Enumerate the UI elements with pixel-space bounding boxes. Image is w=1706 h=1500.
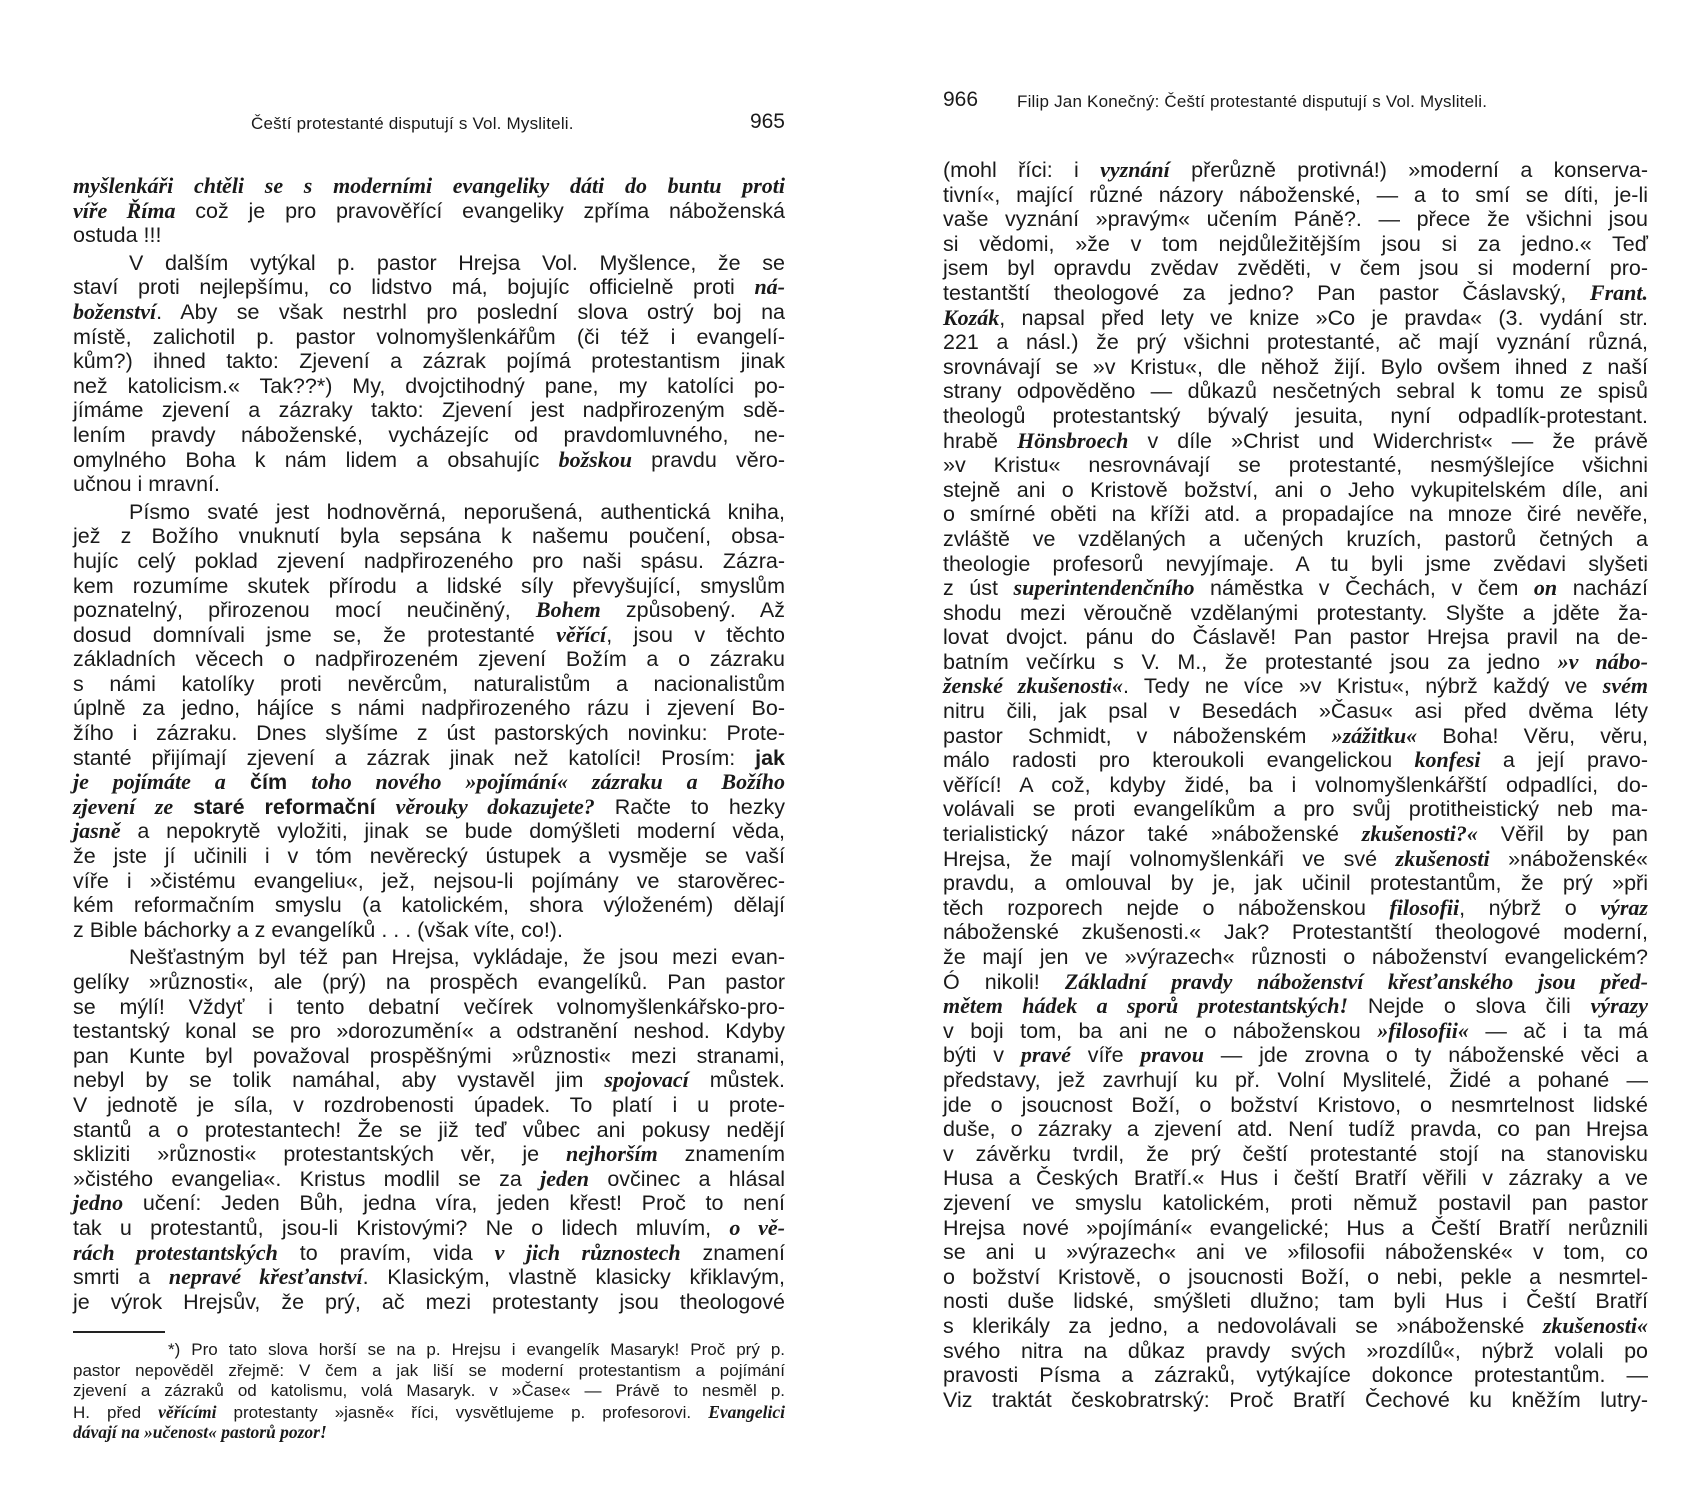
text-line — [943, 1339, 1648, 1364]
page-body — [73, 174, 785, 1317]
text-run: je výrok Hrejsův, že prý, ač mezi protestanty jsou theologové — [73, 1289, 785, 1314]
italic-emphasis: vyznání — [1100, 157, 1170, 182]
text-run: víře i »čistému evangeliu«, jež, nejsou-li pojímány ve starověrec- — [73, 868, 785, 893]
text-line — [73, 500, 785, 525]
text-run: z Bible báchorky a z evangelíků . . . (však víte, co!). — [73, 917, 563, 942]
italic-emphasis: »zážitku« — [1331, 722, 1418, 748]
italic-emphasis: »v nábo- — [1557, 648, 1649, 674]
text-run: těch rozporech nejde o náboženskou — [943, 895, 1390, 920]
italic-emphasis: ná- — [754, 274, 785, 300]
italic-emphasis: jedno — [73, 1190, 124, 1216]
text-line — [943, 232, 1648, 257]
text-line — [943, 773, 1648, 798]
text-line — [943, 1240, 1648, 1265]
bold-emphasis: čím — [225, 770, 312, 795]
text-line — [943, 871, 1648, 896]
text-line — [943, 1142, 1648, 1167]
text-run: »v Kristu« nesrovnávají se protestanté, nesmýšlejíce všichni — [943, 453, 1648, 478]
text-run: věřící! A což, kdyby židé, ba i volnomyšlenkářští odpadlíci, do- — [943, 772, 1648, 797]
text-run: náboženské zkušenosti.« Jak? Protestantští theologové moderní, — [943, 920, 1648, 945]
text-run: dosud domnívali jsme se, že protestanté — [73, 622, 557, 647]
text-run: Ó nikoli! — [943, 969, 1065, 994]
text-run: se mýlí! Vždyť i tento debatní večírek volnomyšlenkářsko-pro- — [73, 994, 785, 1019]
page-body — [943, 158, 1648, 1415]
italic-emphasis: zkušenosti?« — [1361, 821, 1478, 847]
italic-emphasis: Hönsbroech — [1017, 427, 1129, 453]
text-line — [73, 1216, 785, 1241]
text-run: o smírné oběti na kříži atd. a propadajíce na mnoze čiré nevěře, — [943, 502, 1648, 527]
text-run: o božství Kristově, o jsoucnosti Boží, o nebi, pekle a nesmrtel- — [943, 1264, 1648, 1289]
italic-emphasis: Frant. — [1589, 279, 1648, 305]
text-run: žího i zázraku. Dnes slyšíme z úst pastorských novinku: Prote- — [73, 721, 785, 746]
text-line — [943, 183, 1648, 208]
text-run: shodu mezi věroučně vzdělanými protestanty. Slyšte a jděte ža- — [943, 600, 1648, 625]
text-run: *) Pro tato slova horší se na p. Hrejsu i evangelík Masaryk! Proč prý p. — [168, 1340, 785, 1359]
text-line — [943, 207, 1648, 232]
text-line — [73, 448, 785, 473]
italic-emphasis: zkušenosti — [1395, 845, 1490, 871]
italic-emphasis: Evangelici — [708, 1401, 785, 1422]
text-line — [943, 601, 1648, 626]
text-line — [943, 896, 1648, 921]
text-run: . Aby se však nestrhl pro poslední slova ostrý boj na — [156, 299, 785, 324]
text-line — [73, 1265, 785, 1290]
italic-emphasis: jasně — [73, 818, 121, 844]
italic-emphasis: ženské zkušenosti« — [943, 673, 1123, 699]
text-line — [943, 256, 1648, 281]
text-run: Račte to hezky — [594, 794, 785, 819]
text-line — [943, 994, 1648, 1019]
text-run: nebyl by se tolik namáhal, aby vystavěl jim — [73, 1068, 605, 1093]
italic-emphasis: je pojímáte a — [73, 769, 226, 795]
text-line — [943, 748, 1648, 773]
running-header: Čeští protestanté disputují s Vol. Mysliteli. — [251, 114, 574, 133]
text-run: lovat dvojct. pánu do Čáslavě! Pan pastor Hrejsa pravil na de- — [943, 625, 1648, 650]
text-run: náměstka v Čechách, v čem — [1194, 576, 1534, 601]
text-run: smrti a — [73, 1265, 169, 1290]
text-line — [943, 1191, 1648, 1216]
text-run: v díle »Christ und Widerchrist« — že právě — [1128, 428, 1648, 453]
text-line — [943, 650, 1648, 675]
text-line — [943, 1289, 1648, 1314]
text-line — [73, 1361, 785, 1382]
text-run: kem rozumíme skutek přírodu a lidské síly převyšující, smyslům — [73, 573, 785, 598]
text-run: omylného Boha k nám lidem a obsahujíc — [73, 447, 559, 472]
text-run: protestanty »jasně« říci, vysvětlujeme p. profesorovi. — [216, 1402, 709, 1422]
text-run: »čistého evangelia«. Kristus modlil se za — [73, 1166, 541, 1191]
text-run: skliziti »různosti« protestantských věr, je — [73, 1142, 567, 1167]
text-line — [943, 822, 1648, 847]
text-line — [73, 1044, 785, 1069]
page-number: 966 — [943, 88, 979, 111]
italic-emphasis: božskou — [558, 446, 632, 472]
text-line — [73, 696, 785, 721]
text-line — [943, 158, 1648, 183]
text-line — [73, 199, 785, 224]
text-run: v závěrku tvrdil, že prý čeští protestanté stojí na stanovisku — [943, 1141, 1648, 1166]
text-run: stanté přijímají zjevení a zázrak jinak než katolíci! Prosím: — [73, 745, 756, 770]
text-run: testantský konal se pro »dorozumění« a odstranění neshod. Kdyby — [73, 1019, 785, 1044]
text-line — [73, 1290, 785, 1315]
italic-emphasis: jeden — [540, 1165, 590, 1191]
text-run: hujíc celý poklad zjevení nadpřirozeného pro naši spásu. Zázra- — [73, 548, 785, 573]
text-line — [73, 1019, 785, 1044]
italic-emphasis: rách protestantských — [73, 1239, 278, 1265]
text-line — [943, 797, 1648, 822]
text-line — [943, 527, 1648, 552]
italic-emphasis: o vě- — [729, 1214, 785, 1240]
text-line — [943, 306, 1648, 331]
italic-emphasis: toho nového »pojímání« zázraku a Božího — [311, 769, 785, 795]
text-line — [73, 1340, 785, 1361]
bold-emphasis: staré reformační — [173, 794, 396, 819]
text-line — [943, 379, 1648, 404]
text-line — [943, 429, 1648, 454]
text-run: tak u protestantů, jsou-li Kristovými? Ne o lidech mluvím, — [73, 1215, 730, 1240]
text-line — [73, 746, 785, 771]
text-line — [73, 1167, 785, 1192]
text-run: Husa a Českých Bratří.« Hus i čeští Bratří věřili v zázraky a ve — [943, 1166, 1648, 1191]
text-line — [943, 1363, 1648, 1388]
text-line — [73, 598, 785, 623]
text-run: než katolicism.« Tak??*) My, dvojctihodný pane, my katolíci po- — [73, 373, 785, 398]
text-run: zvláště ve vzdělaných a učených kruzích, pastorů četných a — [943, 526, 1648, 551]
text-line — [73, 574, 785, 599]
text-run: s námi katolíky proti nevěrcům, naturalistům a nacionalistům — [73, 671, 785, 696]
text-line — [73, 325, 785, 350]
italic-emphasis: nejhorším — [566, 1141, 658, 1167]
text-run: zjevení a zázraků od katolismu, volá Masaryk. v »Čase« — Právě to nesměl p. — [73, 1381, 785, 1400]
text-run: Hrejsa, že mají volnomyšlenkáři ve své — [943, 846, 1396, 871]
text-run: 221 a násl.) že prý všichni protestanté, ač mají vyznání různá, — [943, 330, 1648, 355]
text-run: to pravím, vida — [277, 1240, 495, 1265]
text-run: znamením — [657, 1142, 785, 1167]
text-line — [73, 819, 785, 844]
text-run: Písmo svaté jest hodnověrná, neporušená, authentická kniha, — [129, 499, 785, 524]
text-run: s klerikály za jedno, a nedovolávali se »náboženské — [943, 1313, 1543, 1338]
page-number: 965 — [749, 110, 785, 133]
text-line — [943, 847, 1648, 872]
footnote-rule — [73, 1331, 165, 1333]
text-run: ostuda !!! — [73, 223, 162, 248]
text-run: staví proti nejlepšímu, co lidstvo má, bojujíc officielně proti — [73, 275, 755, 300]
text-line — [73, 672, 785, 697]
italic-emphasis: věřící — [556, 621, 607, 647]
text-line — [943, 478, 1648, 503]
text-run: pan Kunte byl považoval prospěšnými »různosti« mezi stranami, — [73, 1043, 785, 1068]
italic-emphasis: boženství — [73, 298, 157, 324]
text-run: učnou i mravní. — [73, 472, 220, 497]
text-line — [943, 1019, 1648, 1044]
text-run: znamení — [680, 1240, 785, 1265]
text-run: představy, jež zavrhují ku př. Volní Myslitelé, Židé a pohané — — [943, 1067, 1648, 1092]
italic-emphasis: zkušenosti« — [1542, 1312, 1648, 1338]
italic-emphasis: »filosofii« — [1377, 1017, 1469, 1043]
text-line — [943, 1043, 1648, 1068]
italic-emphasis: pravou — [1140, 1042, 1204, 1068]
text-run: »náboženské« — [1489, 846, 1648, 871]
italic-emphasis: věřícími — [158, 1401, 217, 1422]
text-run: stantů a o protestantech! Že se již teď vůbec ani pokusy nedějí — [73, 1117, 785, 1142]
italic-emphasis: myšlenkáři chtěli se s moderními evangeliky dáti do buntu proti — [73, 173, 785, 198]
text-line — [73, 1093, 785, 1118]
text-line — [73, 1118, 785, 1143]
text-run: pravdu, a omlouval by je, jak učinil protestantům, že prý »při — [943, 871, 1648, 896]
text-run: málo radosti pro kteroukoli evangelickou — [943, 748, 1415, 773]
text-run: svého nitra na důkaz pravdy svých »rozdílů«, nýbrž volali po — [943, 1338, 1648, 1363]
text-line — [943, 502, 1648, 527]
text-run: v boji tom, ba ani ne o náboženskou — [943, 1018, 1378, 1043]
text-line — [943, 674, 1648, 699]
text-run: můstek. — [688, 1068, 786, 1093]
text-line — [943, 1388, 1648, 1413]
paragraph — [943, 158, 1648, 1412]
text-run: , napsal před lety ve knize »Co je pravda« (3. vydání str. — [999, 305, 1648, 330]
text-line — [73, 918, 785, 943]
italic-emphasis: Kozák — [943, 304, 1000, 330]
paragraph — [73, 174, 785, 248]
text-line — [943, 552, 1648, 577]
text-line — [73, 300, 785, 325]
text-line — [73, 1191, 785, 1216]
text-run: , jsou v těchto — [606, 622, 785, 647]
italic-emphasis: věrouky dokazujete? — [395, 793, 595, 819]
italic-emphasis: konfesi — [1414, 747, 1481, 773]
text-run: (mohl říci: i — [943, 158, 1101, 182]
text-run: nitru čili, jak psal v Besedách »Času« asi před dvěma léty — [943, 699, 1648, 724]
italic-emphasis: Základní pravdy náboženství křesťanského jsou před- — [1064, 968, 1648, 994]
text-run: batním večírku s V. M., že protestanté jsou za jedno — [943, 649, 1558, 674]
text-run: učení: Jeden Bůh, jedna víra, jeden křest! Proč to není — [123, 1191, 785, 1216]
italic-emphasis: nepravé křesťanství — [168, 1264, 363, 1290]
text-run: býti v — [943, 1043, 1021, 1068]
italic-emphasis: mětem hádek a sporů protestantských! — [943, 993, 1349, 1019]
text-run: jde o jsoucnost Boží, o božství Kristovo, o nesmrtelnost lidské — [943, 1092, 1648, 1117]
text-run: H. před — [73, 1402, 159, 1422]
text-line — [943, 945, 1648, 970]
italic-emphasis: víře Říma — [73, 197, 176, 223]
italic-emphasis: Bohem — [535, 597, 601, 623]
text-run: Hrejsa nové »pojímání« evangelické; Hus a Čeští Bratří nerůznili — [943, 1215, 1648, 1240]
text-run: přerůzně protivná!) »moderní a konserva- — [1169, 158, 1649, 182]
text-line — [73, 1241, 785, 1266]
text-line — [73, 770, 785, 795]
text-line — [73, 893, 785, 918]
text-run: srovnávají se »v Kristu«, dle něhož žijí. Bylo ovšem ihned z naší — [943, 354, 1648, 379]
text-run: způsobený. Až — [600, 598, 785, 623]
text-line — [943, 1166, 1648, 1191]
italic-emphasis: pravé — [1020, 1042, 1071, 1068]
text-line — [943, 281, 1648, 306]
text-run: lením pravdy náboženské, vycházejíc od pravdomluvného, ne- — [73, 422, 785, 447]
text-line — [73, 275, 785, 300]
text-run: místě, zalichotil p. pastor volnomyšlenkářům (či též i evangelí- — [73, 324, 785, 349]
text-line — [73, 1402, 785, 1423]
text-line — [73, 1142, 785, 1167]
text-run: Nešťastným byl též pan Hrejsa, vykládaje, že jsou mezi evan- — [129, 945, 785, 970]
italic-emphasis: spojovací — [604, 1067, 689, 1093]
paragraph — [73, 945, 785, 1314]
text-run: — ač i ta má — [1468, 1018, 1648, 1043]
italic-emphasis: svém — [1602, 673, 1648, 699]
text-line — [943, 699, 1648, 724]
paragraph — [73, 251, 785, 497]
text-run: jsem byl opravdu zvědav zvěděti, v čem jsou si moderní pro- — [943, 256, 1648, 281]
text-run: . Klasickým, vlastně klasicky křiklavým, — [362, 1265, 785, 1290]
text-line — [943, 1068, 1648, 1093]
text-run: Nejde o slova čili — [1348, 994, 1591, 1019]
italic-emphasis: dávají na »učenost« pastorů pozor! — [73, 1422, 327, 1442]
text-line — [73, 795, 785, 820]
text-run: V dalším vytýkal p. pastor Hrejsa Vol. Myšlence, že se — [129, 250, 785, 275]
text-line — [73, 869, 785, 894]
text-line — [73, 398, 785, 423]
text-run: hrabě — [943, 428, 1018, 453]
footnote — [73, 1340, 785, 1443]
text-line — [943, 920, 1648, 945]
text-run: theologů protestantský bývalý jesuita, nyní odpadlík-protestant. — [943, 403, 1648, 428]
text-run: — jde zrovna o ty náboženské věci a — [1203, 1043, 1648, 1068]
text-run: . Tedy ne více »v Kristu«, nýbrž každý ve — [1122, 674, 1603, 699]
text-run: si vědomi, »že v tom nejdůležitějším jsou si za jedno.« Teď — [943, 231, 1648, 256]
text-run: ovčinec a hlásal — [589, 1166, 785, 1191]
text-run: testantští theologové za jedno? Pan pastor Čáslavský, — [943, 280, 1590, 305]
text-run: Viz traktát českobratrský: Proč Bratří Čechové ku kněžím lutry- — [943, 1387, 1648, 1412]
text-line — [73, 174, 785, 199]
text-run: terialistický názor také »náboženské — [943, 822, 1362, 847]
text-run: a nepokrytě vyložiti, jinak se bude domýšleti moderní věda, — [120, 819, 785, 844]
text-line — [73, 349, 785, 374]
text-line — [943, 1093, 1648, 1118]
text-line — [943, 576, 1648, 601]
text-line — [73, 549, 785, 574]
italic-emphasis: superintendenčního — [1013, 575, 1195, 601]
text-line — [73, 472, 785, 497]
text-run: pravosti Písma a zázraků, vytýkajíce dokonce protestantům. — — [943, 1363, 1648, 1388]
text-run: vaše vyznání »pravým« učením Páně?. — přece že všichni jsou — [943, 207, 1648, 232]
text-run: strany odpověděno — důkazů nesčetných sebral k tomu ze spisů — [943, 379, 1648, 404]
text-run: V jednotě je síla, v rozdrobenosti úpadek. To platí i u prote- — [73, 1092, 785, 1117]
text-line — [73, 721, 785, 746]
text-line — [73, 1068, 785, 1093]
text-line — [73, 524, 785, 549]
text-line — [943, 453, 1648, 478]
text-run: nosti duše lidské, smýšleti dlužno; tam byli Hus i Čeští Bratří — [943, 1289, 1648, 1314]
text-line — [943, 404, 1648, 429]
text-line — [73, 995, 785, 1020]
text-run: víře — [1070, 1043, 1141, 1068]
text-run: že jste jí učinili i v tóm nevěrecký ústupek a vysměje se vaší — [73, 844, 785, 869]
text-run: jež z Božího vnuknutí byla sepsána k našemu poučení, obsa- — [73, 524, 785, 549]
text-line — [943, 1117, 1648, 1142]
text-run: volávali se proti evangelíkům a pro svůj protitheistický neb ma- — [943, 797, 1648, 822]
text-line — [73, 423, 785, 448]
text-run: pastor Schmidt, v náboženském — [943, 723, 1332, 748]
text-run: jímáme zjevení a zázraky takto: Zjevení jest nadpřirozeným sdě- — [73, 398, 785, 423]
text-line — [73, 1381, 785, 1402]
text-line — [73, 223, 785, 248]
text-line — [73, 647, 785, 672]
bold-emphasis: jak — [755, 745, 785, 770]
text-run: Boha! Věru, věru, — [1417, 723, 1648, 748]
text-line — [73, 945, 785, 970]
text-line — [73, 251, 785, 276]
text-line — [943, 330, 1648, 355]
text-run: úplně za jedno, hájíce s námi nadpřirozeného rázu i zjevení Bo- — [73, 696, 785, 721]
text-run: pastor nepověděl zřejmě: V čem a jak liší se moderní protestantism a pojímání — [73, 1360, 785, 1380]
text-line — [943, 355, 1648, 380]
running-header: Filip Jan Konečný: Čeští protestanté disputují s Vol. Mysliteli. — [1017, 92, 1488, 111]
text-run: kém reformačním smyslu (a katolickém, shora výloženém) dělají — [73, 893, 785, 918]
text-line — [73, 970, 785, 995]
text-run: a její pravo- — [1480, 748, 1648, 773]
text-line — [73, 1422, 785, 1443]
text-run: kům?) ihned takto: Zjevení a zázrak pojímá protestantism jinak — [73, 349, 785, 374]
text-run: z úst — [943, 576, 1014, 601]
italic-emphasis: výraz — [1600, 894, 1648, 920]
text-run: pravdu věro- — [631, 447, 785, 472]
text-line — [73, 623, 785, 648]
text-line — [943, 724, 1648, 749]
italic-emphasis: on — [1533, 575, 1558, 601]
text-run: tivní«, mající různé názory náboženské, — a to smí se díti, je-li — [943, 182, 1648, 207]
text-run: , nýbrž o — [1459, 895, 1601, 920]
text-run: což je pro pravověřící evangeliky zpříma náboženská — [175, 198, 785, 223]
text-line — [73, 374, 785, 399]
italic-emphasis: zjevení ze — [73, 793, 174, 819]
text-line — [943, 1314, 1648, 1339]
text-run: nachází — [1557, 576, 1649, 601]
text-line — [943, 625, 1648, 650]
italic-emphasis: výrazy — [1590, 993, 1648, 1019]
text-run: stejně ani o Kristově božství, ani o Jeho vykupitelském díle, ani — [943, 477, 1648, 502]
text-run: gelíky »různosti«, ale (prý) na prospěch evangelíků. Pan pastor — [73, 970, 785, 994]
text-line — [943, 970, 1648, 995]
text-run: se ani u »výrazech« ani ve »filosofii náboženské« v tom, co — [943, 1240, 1648, 1265]
text-run: základních věcech o nadpřirozeném zjevení Božím a o zázraku — [73, 647, 785, 672]
text-line — [943, 1265, 1648, 1290]
text-line — [943, 1216, 1648, 1241]
text-run: Věřil by pan — [1477, 822, 1648, 847]
italic-emphasis: v jich různostech — [494, 1239, 681, 1265]
italic-emphasis: filosofii — [1389, 894, 1460, 920]
text-run: zjevení ve smyslu katolickém, proti němuž postavil pan pastor — [943, 1190, 1648, 1215]
text-run: theologie profesorů nevyjímaje. A tu byli jsme zvědavi slyšeti — [943, 551, 1648, 576]
text-line — [73, 844, 785, 869]
paragraph — [73, 500, 785, 943]
text-run: poznatelný, přirozenou mocí neučiněný, — [73, 598, 536, 623]
text-run: že mají jen ve »výrazech« různosti o náboženství evangelickém? — [943, 945, 1648, 969]
text-run: duše, o zázraky a zjevení atd. Není tudíž pravda, co pan Hrejsa — [943, 1117, 1648, 1142]
